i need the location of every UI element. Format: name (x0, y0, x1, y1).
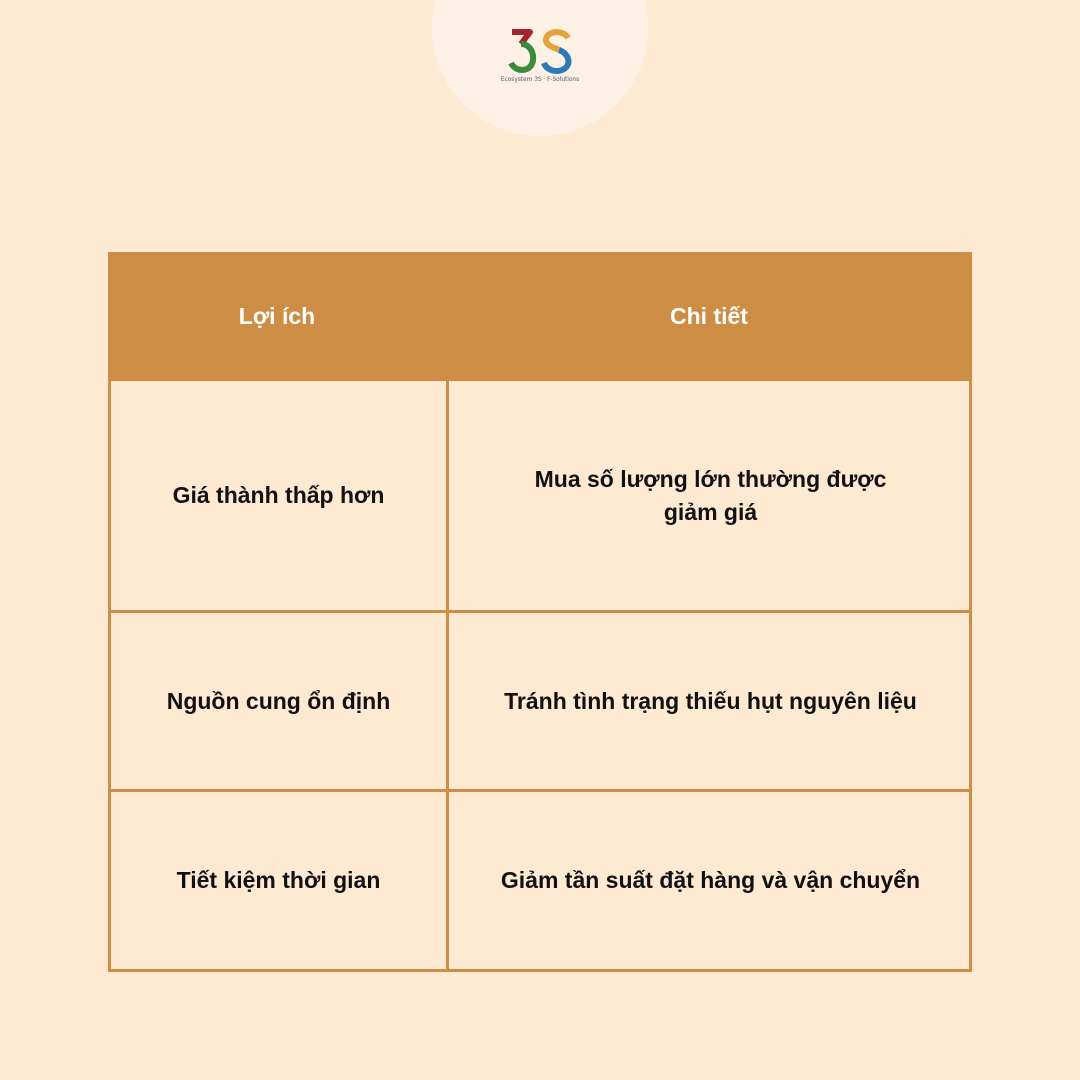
table-cell-benefit: Giá thành thấp hơn (172, 482, 385, 508)
table-body (108, 381, 972, 972)
benefits-table (108, 252, 972, 972)
table-header-row (108, 252, 972, 381)
header-benefit: Lợi ích (238, 303, 316, 329)
table-cell-detail: Mua số lượng lớn thường được giảm giá (534, 465, 887, 525)
table-cell-detail: Giảm tần suất đặt hàng và vận chuyển (500, 867, 921, 893)
table-cell-benefit: Tiết kiệm thời gian (176, 867, 381, 893)
brand-logo-icon (508, 26, 576, 76)
table-cell-benefit: Nguồn cung ổn định (166, 687, 391, 714)
logo-tagline: Ecosystem 3S · F-Solutions (500, 76, 580, 83)
table-cell-detail: Tránh tình trạng thiếu hụt nguyên liệu (504, 687, 917, 714)
header-detail: Chi tiết (670, 303, 748, 329)
